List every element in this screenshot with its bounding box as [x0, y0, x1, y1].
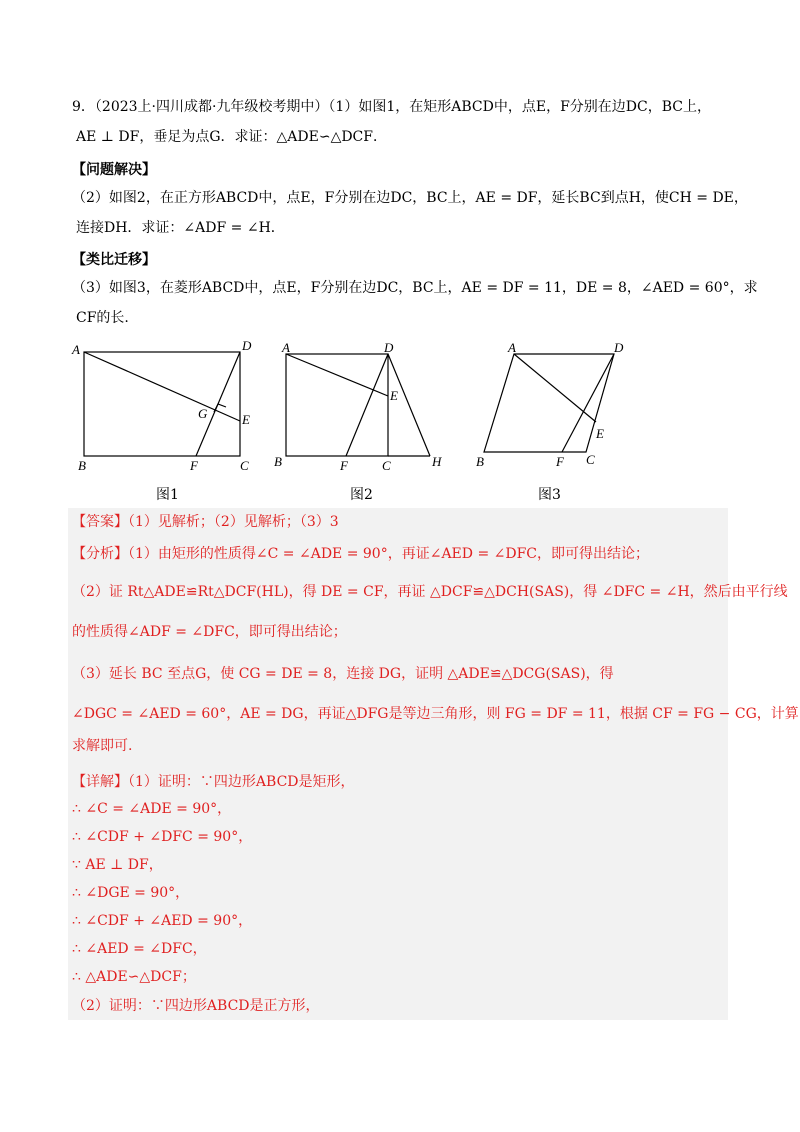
segment-df — [562, 354, 614, 452]
label-f: F — [340, 458, 348, 473]
detail-step-5: ∴ ∠CDF + ∠AED = 90°， — [72, 913, 253, 929]
answer-panel — [68, 508, 799, 1020]
label-e: E — [390, 388, 398, 403]
question-line-5: （3）如图3，在菱形ABCD中，点E，F分别在边DC，BC上，AE = DF = 11，DE = 8，∠AED = 60°，求 — [72, 280, 758, 296]
rectangle-abcd — [84, 352, 240, 456]
analysis-line-2: （2）证 Rt△ADE≌Rt△DCF(HL)，得 DE = CF，再证 △DCF≌△DCH(SAS)，得 ∠DFC = ∠H，然后由平行线 — [72, 584, 788, 600]
question-line-2: AE ⊥ DF，垂足为点G．求证：△ADE∽△DCF． — [76, 129, 387, 145]
heading-analogy-transfer: 【类比迁移】 — [72, 252, 156, 268]
question-line-4: 连接DH．求证：∠ADF = ∠H． — [76, 220, 285, 236]
question-line-3: （2）如图2，在正方形ABCD中，点E，F分别在边DC，BC上，AE = DF，延长BC到点H，使CH = DE， — [72, 190, 748, 206]
segment-ae — [84, 352, 240, 421]
detail-step-4: ∴ ∠DGE = 90°， — [72, 885, 190, 901]
square-abcd — [286, 354, 388, 456]
figure-1-diagram — [66, 336, 266, 476]
label-c: C — [240, 458, 249, 473]
detail-step-6: ∴ ∠AED = ∠DFC， — [72, 941, 207, 957]
rhombus-abcd — [484, 354, 614, 452]
label-e: E — [596, 426, 604, 441]
label-c: C — [382, 458, 391, 473]
analysis-line-5: ∠DGC = ∠AED = 60°，AE = DG，再证△DFG是等边三角形，则 FG = DF = 11，根据 CF = FG − CG，计算 — [72, 706, 799, 722]
label-c: C — [586, 452, 595, 467]
segment-dh — [388, 354, 430, 456]
label-b: B — [274, 454, 282, 469]
figure-2-diagram — [270, 336, 470, 476]
label-a: A — [72, 342, 80, 357]
label-h: H — [432, 454, 442, 469]
analysis-line-1: 【分析】（1）由矩形的性质得∠C = ∠ADE = 90°，再证∠AED = ∠DFC，即可得出结论； — [72, 546, 650, 562]
label-e: E — [242, 412, 250, 427]
figure-1 — [66, 336, 266, 480]
detail-step-7: ∴ △ADE∽△DCF； — [72, 969, 196, 985]
detail-part-2: （2）证明：∵四边形ABCD是正方形， — [72, 998, 320, 1014]
label-a: A — [508, 340, 516, 355]
segment-df — [346, 354, 388, 456]
figure-1-caption: 图1 — [156, 487, 179, 503]
question-line-6: CF的长. — [76, 310, 129, 326]
analysis-line-6: 求解即可. — [72, 738, 133, 754]
figure-3-diagram — [472, 336, 662, 476]
detail-step-1: ∴ ∠C = ∠ADE = 90°， — [72, 801, 232, 817]
detail-step-3: ∵ AE ⊥ DF， — [72, 857, 163, 873]
detail-step-2: ∴ ∠CDF + ∠DFC = 90°， — [72, 829, 253, 845]
label-d: D — [614, 340, 624, 355]
question-line-1: 9．（2023上·四川成都·九年级校考期中）（1）如图1，在矩形ABCD中，点E，F分别在边DC，BC上， — [72, 99, 711, 115]
label-d: D — [242, 338, 252, 353]
analysis-line-4: （3）延长 BC 至点G，使 CG = DE = 8，连接 DG，证明 △ADE≌△DCG(SAS)，得 — [72, 666, 614, 682]
label-f: F — [190, 458, 198, 473]
answer-line: 【答案】（1）见解析；（2）见解析；（3）3 — [72, 514, 339, 530]
label-b: B — [78, 458, 86, 473]
label-g: G — [198, 406, 208, 421]
figure-2 — [270, 336, 470, 480]
label-a: A — [282, 340, 290, 355]
label-f: F — [556, 454, 564, 469]
label-b: B — [476, 454, 484, 469]
figure-2-caption: 图2 — [350, 487, 373, 503]
heading-problem-solving: 【问题解决】 — [72, 162, 156, 178]
analysis-line-3: 的性质得∠ADF = ∠DFC，即可得出结论； — [72, 624, 347, 640]
label-d: D — [384, 340, 394, 355]
detail-heading: 【详解】（1）证明：∵四边形ABCD是矩形， — [72, 774, 355, 790]
figure-3 — [472, 336, 662, 480]
figure-3-caption: 图3 — [538, 487, 561, 503]
